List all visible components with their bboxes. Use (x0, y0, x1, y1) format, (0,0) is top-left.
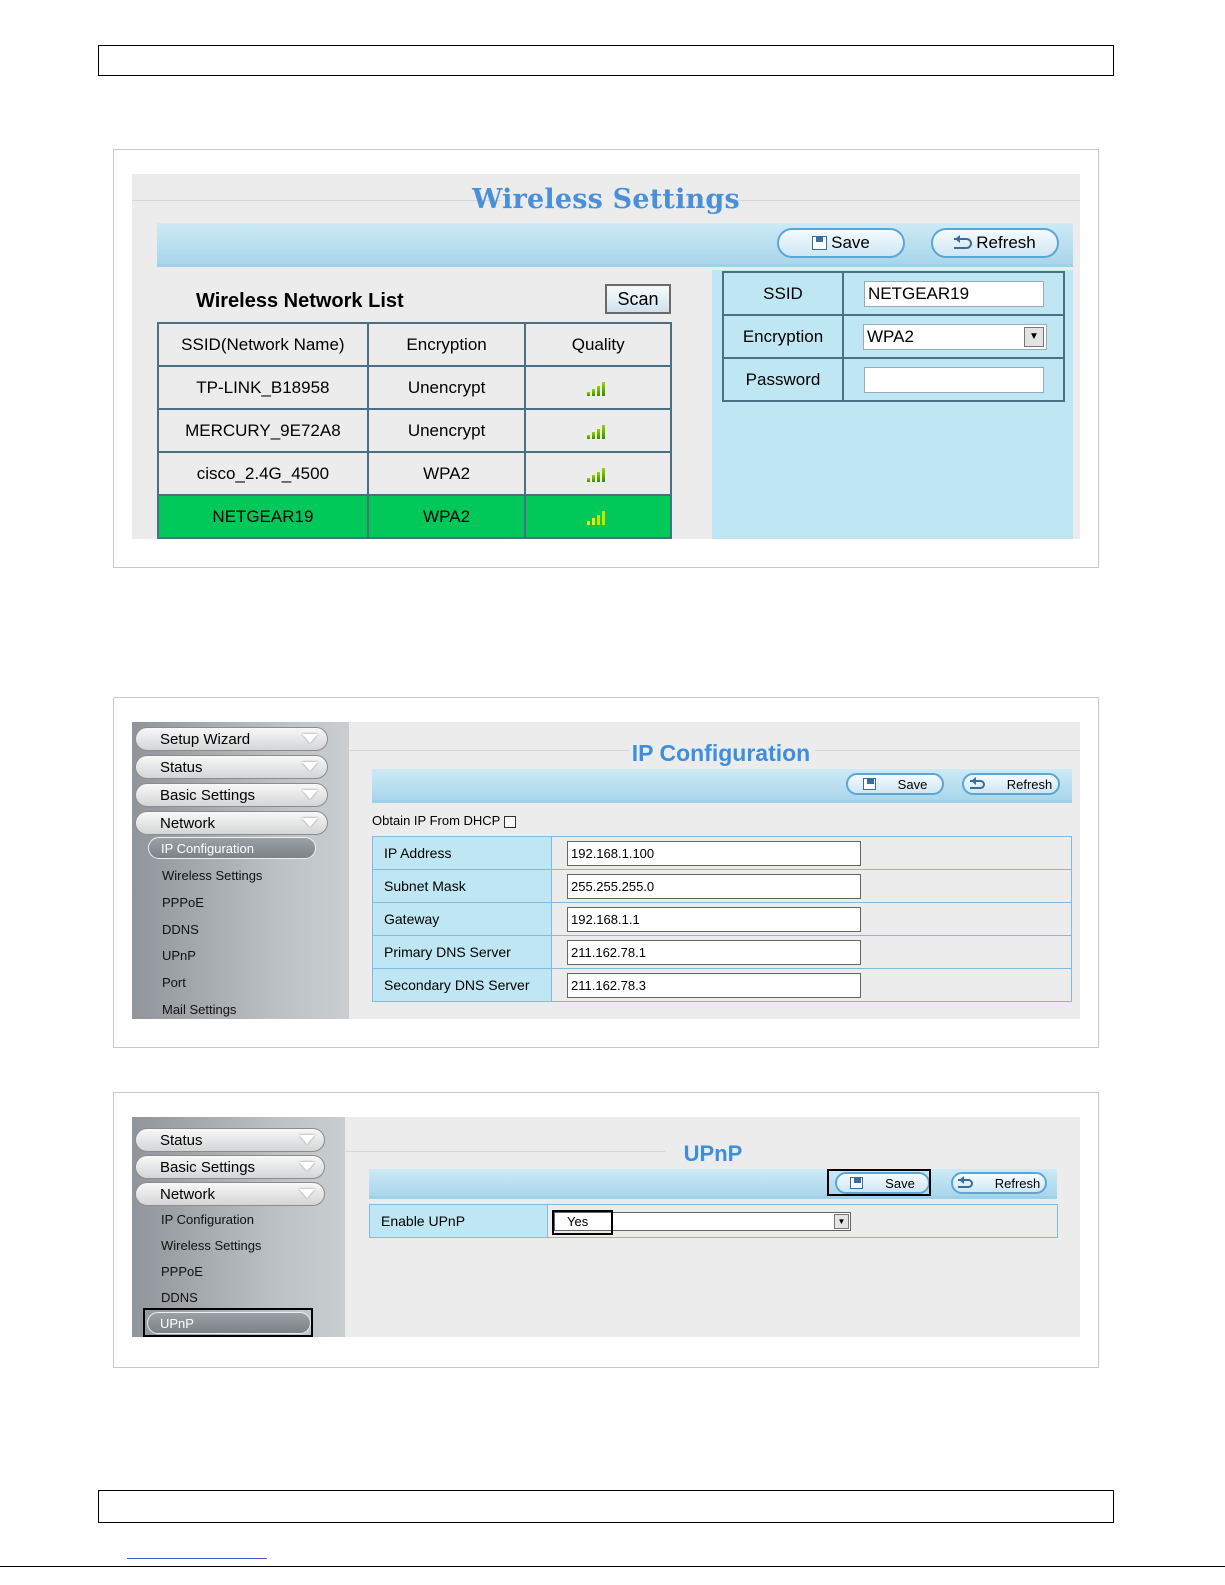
enable-upnp-value-highlight (552, 1210, 613, 1235)
chevron-down-icon (299, 816, 321, 830)
secondary-dns-input[interactable]: 211.162.78.3 (567, 973, 861, 998)
ip-config-content (349, 722, 1080, 1019)
menu-basic-settings[interactable] (135, 783, 328, 807)
chevron-down-icon (299, 788, 321, 802)
enable-upnp-value: Yes (567, 1213, 589, 1229)
menu-label: Setup Wizard (160, 730, 251, 748)
save-button[interactable] (777, 228, 905, 258)
gateway-label: Gateway (373, 903, 552, 936)
menu-network[interactable] (135, 1182, 325, 1206)
dhcp-checkbox[interactable] (504, 816, 516, 828)
save-icon (863, 778, 876, 790)
password-input[interactable] (864, 367, 1044, 393)
save-button[interactable] (846, 773, 944, 795)
refresh-button-label: Refresh (1006, 776, 1053, 792)
refresh-button[interactable] (951, 1172, 1047, 1194)
menu-label: Network (160, 814, 216, 832)
sidebar-item-wireless-settings[interactable]: Wireless Settings (161, 1238, 262, 1253)
primary-dns-label: Primary DNS Server (373, 936, 552, 969)
subnet-mask-input[interactable]: 255.255.255.0 (567, 874, 861, 899)
save-button-label: Save (885, 1175, 915, 1191)
refresh-button-label: Refresh (994, 1175, 1041, 1191)
row-encryption: Unencrypt (368, 409, 526, 452)
signal-quality-icon (525, 366, 671, 409)
chevron-down-icon (299, 760, 321, 774)
page-title: UPnP (683, 1141, 743, 1166)
table-row[interactable] (158, 366, 671, 409)
refresh-button[interactable] (931, 228, 1059, 258)
encryption-select[interactable] (863, 324, 1047, 350)
menu-label: Basic Settings (160, 1158, 256, 1176)
refresh-icon (970, 780, 985, 789)
column-header-ssid: SSID(Network Name) (158, 323, 368, 366)
ip-address-input[interactable]: 192.168.1.100 (567, 841, 861, 866)
save-button-highlight (827, 1169, 931, 1196)
row-encryption: WPA2 (368, 495, 526, 538)
network-form-table (722, 271, 1065, 402)
wireless-settings-panel (132, 174, 1080, 539)
row-ssid: MERCURY_9E72A8 (158, 409, 368, 452)
dhcp-option (372, 813, 516, 828)
list-title: Wireless Network List (196, 290, 404, 312)
signal-quality-icon (525, 409, 671, 452)
sidebar-item-ddns[interactable]: DDNS (162, 922, 199, 937)
refresh-button-label: Refresh (976, 233, 1036, 252)
secondary-dns-label: Secondary DNS Server (373, 969, 552, 1002)
chevron-down-icon (296, 1160, 318, 1174)
menu-label: Network (160, 1185, 216, 1203)
row-ssid: cisco_2.4G_4500 (158, 452, 368, 495)
dhcp-label: Obtain IP From DHCP (372, 813, 501, 828)
chevron-down-icon (296, 1187, 318, 1201)
sidebar-item-ip-configuration[interactable]: IP Configuration (148, 837, 316, 859)
page-title: Wireless Settings (472, 184, 740, 215)
table-row[interactable] (158, 409, 671, 452)
save-button-label: Save (831, 233, 870, 252)
row-ssid: TP-LINK_B18958 (158, 366, 368, 409)
sidebar-item-ip-configuration[interactable]: IP Configuration (161, 1212, 254, 1227)
table-row[interactable] (158, 452, 671, 495)
sidebar-item-ddns[interactable]: DDNS (161, 1290, 198, 1305)
scan-button[interactable]: Scan (605, 284, 671, 314)
encryption-select-value: WPA2 (867, 326, 914, 346)
sidebar-item-pppoe[interactable]: PPPoE (161, 1264, 203, 1279)
table-row-selected[interactable] (158, 495, 671, 538)
upnp-content (345, 1117, 1080, 1337)
save-button-label: Save (897, 776, 928, 792)
upnp-menu-highlight (143, 1308, 313, 1337)
menu-label: Status (160, 758, 203, 776)
footer-link-underline[interactable] (127, 1558, 267, 1559)
ssid-input[interactable]: NETGEAR19 (864, 281, 1044, 307)
chevron-down-icon[interactable]: ▼ (1024, 327, 1044, 347)
sidebar-item-wireless-settings[interactable]: Wireless Settings (162, 868, 263, 883)
menu-status[interactable] (135, 755, 328, 779)
encryption-label: Encryption (723, 315, 843, 358)
page-header-box (98, 45, 1114, 76)
table-header-row (158, 323, 671, 366)
sidebar-menu (132, 722, 349, 1019)
save-icon (812, 236, 827, 250)
row-encryption: WPA2 (368, 452, 526, 495)
row-ssid: NETGEAR19 (158, 495, 368, 538)
row-encryption: Unencrypt (368, 366, 526, 409)
refresh-icon (958, 1179, 973, 1188)
sidebar-item-upnp[interactable]: UPnP (147, 1312, 311, 1334)
refresh-icon (954, 238, 972, 249)
page-title: IP Configuration (631, 740, 811, 766)
page-bottom-rule (0, 1566, 1225, 1567)
network-list-table (157, 322, 672, 539)
column-header-quality: Quality (525, 323, 671, 366)
password-label: Password (723, 358, 843, 401)
menu-network[interactable] (135, 811, 328, 835)
column-header-encryption: Encryption (368, 323, 526, 366)
table-row[interactable] (158, 538, 671, 539)
upnp-table (369, 1204, 1058, 1238)
ip-fields-table (372, 836, 1072, 1002)
chevron-down-icon[interactable]: ▼ (834, 1214, 849, 1229)
sidebar-item-pppoe[interactable]: PPPoE (162, 895, 204, 910)
sidebar-item-mail-settings[interactable]: Mail Settings (162, 1002, 237, 1017)
sidebar-menu (132, 1117, 345, 1337)
sidebar-item-port[interactable]: Port (162, 975, 186, 990)
menu-setup-wizard[interactable] (135, 727, 328, 751)
chevron-down-icon (299, 732, 321, 746)
ssid-label: SSID (723, 272, 843, 315)
chevron-down-icon (296, 1133, 318, 1147)
sidebar-item-upnp[interactable]: UPnP (162, 948, 196, 963)
primary-dns-input[interactable]: 211.162.78.1 (567, 940, 861, 965)
enable-upnp-label: Enable UPnP (370, 1205, 548, 1238)
subnet-mask-label: Subnet Mask (373, 870, 552, 903)
menu-status[interactable] (135, 1128, 325, 1152)
refresh-button[interactable] (962, 773, 1060, 795)
signal-quality-icon (525, 452, 671, 495)
ip-address-label: IP Address (373, 837, 552, 870)
signal-quality-icon (525, 495, 671, 538)
menu-basic-settings[interactable] (135, 1155, 325, 1179)
gateway-input[interactable]: 192.168.1.1 (567, 907, 861, 932)
menu-label: Basic Settings (160, 786, 256, 804)
menu-label: Status (160, 1131, 203, 1149)
page-footer-box (98, 1490, 1114, 1523)
